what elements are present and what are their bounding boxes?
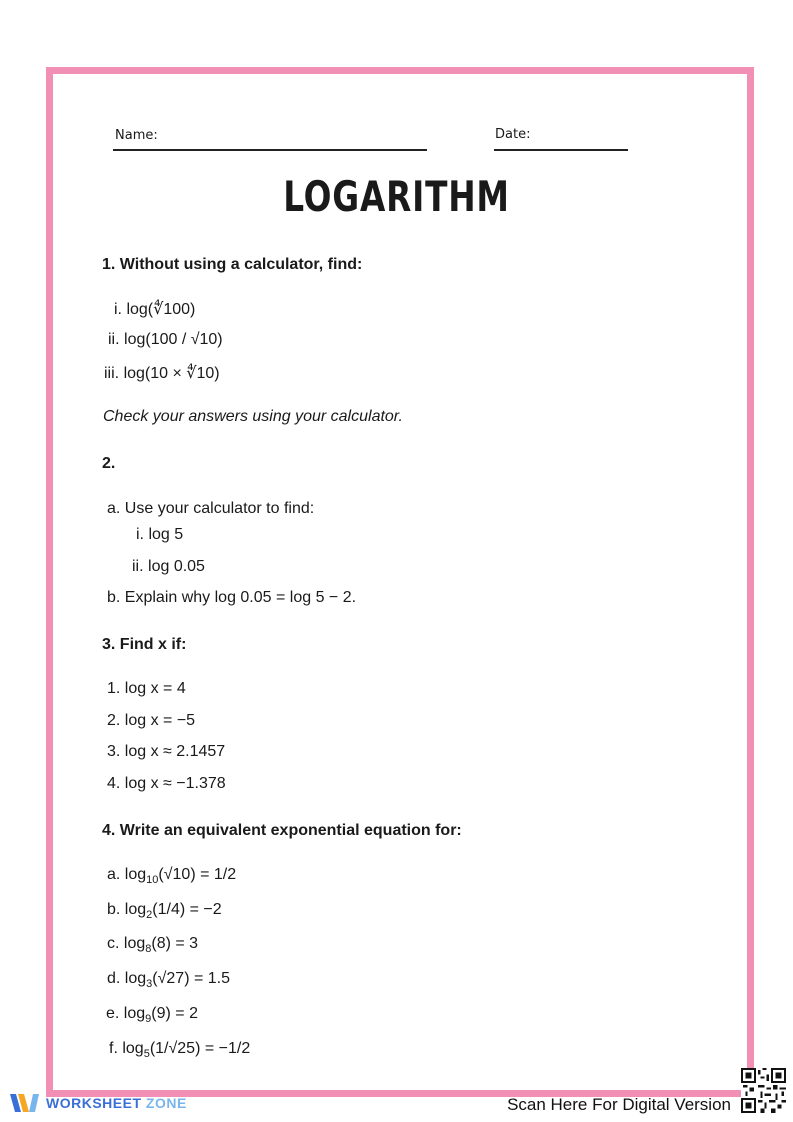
page-title: LOGARITHM (283, 172, 510, 221)
q1-item-3: iii. log(10 × ∜10) (104, 365, 220, 382)
q2-part-a: a. Use your calculator to find: (107, 500, 315, 517)
question-1-heading: 1. Without using a calculator, find: (102, 256, 363, 273)
question-4-heading: 4. Write an equivalent exponential equation for: (102, 822, 462, 839)
q2-a-item-1: i. log 5 (136, 526, 184, 543)
q2-part-b: b. Explain why log 0.05 = log 5 − 2. (107, 589, 357, 606)
worksheetzone-logo[interactable] (10, 1092, 187, 1114)
q4-item-a: a. $\log_{10}(√10) = 1/2$ (107, 866, 237, 886)
question-2-heading: 2. (102, 455, 116, 472)
q4-item-e: e. $\log_9(9) = 2$ (106, 1005, 198, 1025)
logo-wordmark: WORKSHEET ZONE (46, 1095, 187, 1111)
qr-code-icon[interactable] (741, 1068, 786, 1113)
date-line[interactable] (494, 149, 628, 151)
worksheetzone-logo-icon (10, 1092, 40, 1114)
q1-item-2: ii. log(100 / √10) (108, 331, 223, 348)
q1-note: Check your answers using your calculator. (103, 408, 403, 425)
q3-item-2: 2. log x = −5 (107, 712, 196, 729)
scan-instruction: Scan Here For Digital Version (507, 1095, 731, 1114)
q4-item-f: f. $\log_5(1/√25) = -1/2$ (109, 1040, 251, 1060)
q4-item-d: d. $\log_3(√27) = 1.5$ (107, 970, 230, 990)
name-label: Name: (115, 128, 158, 143)
q4-item-c: c. $\log_8(8) = 3$ (107, 935, 199, 955)
q4-item-b: b. $\log_2(1/4) = -2$ (107, 901, 222, 921)
q3-item-4: 4. log x ≈ −1.378 (107, 775, 226, 792)
question-3-heading: 3. Find x if: (102, 636, 187, 653)
name-line[interactable] (113, 149, 427, 151)
q3-item-3: 3. log x ≈ 2.1457 (107, 743, 226, 760)
q1-item-1: i. log(∜100) (114, 301, 196, 318)
q3-item-1: 1. log x = 4 (107, 680, 186, 697)
date-label: Date: (495, 127, 531, 142)
q2-a-item-2: ii. log 0.05 (132, 558, 205, 575)
